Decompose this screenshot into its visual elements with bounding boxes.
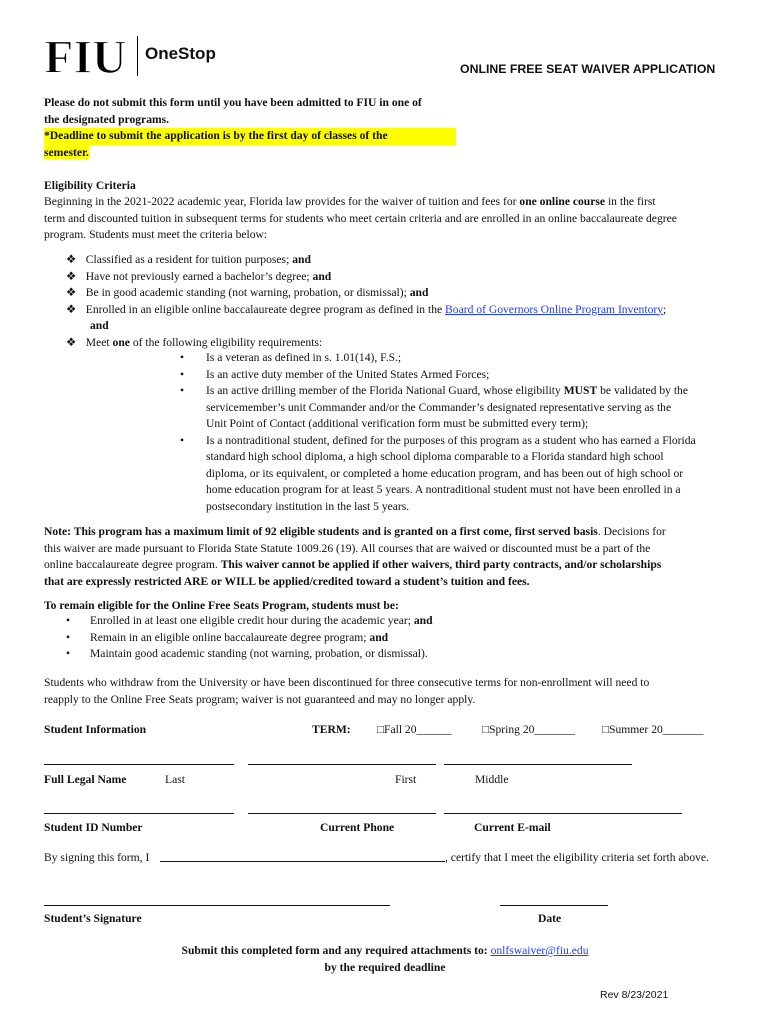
criteria-and: and (312, 269, 332, 283)
last-label: Last (165, 773, 185, 786)
criteria-item (66, 285, 736, 302)
deadline-line-2: semester. (44, 145, 89, 159)
sub-text (206, 383, 688, 433)
remain-and: and (369, 630, 389, 644)
intro-bold: one online course (519, 195, 606, 208)
remain-heading: To remain eligible for the Online Free Seats Program, students must be: (44, 599, 399, 612)
current-phone-label: Current Phone (320, 821, 395, 834)
deadline-line-1: *Deadline to submit the application is by the first day of classes of the (44, 128, 456, 145)
certify-text-a: By signing this form, I (44, 851, 150, 864)
revision-date: Rev 8/23/2021 (600, 989, 669, 1001)
bullet-icon: • (180, 384, 185, 397)
phone-field[interactable] (248, 813, 436, 814)
note-text: . Decisions for (597, 525, 666, 538)
remain-item (66, 613, 666, 630)
bog-inventory-link[interactable]: Board of Governors Online Program Inventory (445, 302, 664, 316)
eligibility-intro (44, 194, 734, 244)
bullet-icon: • (180, 351, 185, 364)
submit-instructions (0, 943, 770, 976)
criteria-item (66, 252, 736, 269)
logo-text: FIU (44, 35, 127, 77)
criteria-text: Classified as a resident for tuition purposes; (85, 253, 293, 266)
bullet-icon: • (180, 433, 185, 447)
sub-item (180, 367, 730, 384)
submit-deadline: by the required deadline (324, 960, 446, 974)
diamond-bullet-icon: ❖ (66, 269, 77, 283)
remain-list (66, 613, 666, 663)
remain-text: Maintain good academic standing (not warning, probation, or dismissal). (90, 647, 428, 660)
current-email-label: Current E-mail (474, 821, 551, 834)
bullet-icon: • (66, 647, 71, 660)
sub-text-line: servicemember’s unit Commander and/or the Commander’s designated representative serving as the (206, 400, 672, 414)
note-bold: Note: This program has a maximum limit of 92 eligible students and is granted on a first come, first served basis (44, 525, 598, 538)
criteria-text: Meet (85, 335, 113, 349)
middle-name-field[interactable] (444, 764, 632, 765)
bullet-icon: • (66, 630, 71, 644)
note-bold-line: that are expressly restricted ARE or WILL be applied/credited toward a student’s tuition and fees. (44, 574, 530, 588)
signature-field[interactable] (44, 905, 390, 906)
intro-line-2: term and discounted tuition in subsequent terms for students who meet certain criteria and are enrolled in an online baccalaureate degree (44, 211, 677, 225)
sub-item (180, 350, 730, 367)
criteria-item (66, 335, 736, 352)
notice-block (44, 95, 474, 161)
remain-text: Enrolled in at least one eligible credit hour during the academic year; (90, 614, 414, 627)
fiu-logo-mark (44, 35, 132, 77)
sub-text-line: postsecondary institution in the last 5 years. (206, 499, 410, 513)
diamond-bullet-icon: ❖ (66, 286, 77, 299)
term-spring-checkbox[interactable]: □Spring 20_______ (482, 723, 575, 736)
term-label: TERM: (312, 723, 351, 736)
full-legal-name-label: Full Legal Name (44, 773, 127, 786)
notice-line-1: Please do not submit this form until you have been admitted to FIU in one of (44, 96, 422, 109)
middle-label: Middle (475, 773, 509, 786)
student-id-label: Student ID Number (44, 821, 143, 834)
diamond-bullet-icon: ❖ (66, 253, 77, 266)
withdraw-line-1: Students who withdraw from the University or have been discontinued for three consecutive terms for non-enrollment will need to (44, 676, 650, 689)
bullet-icon: • (66, 614, 71, 627)
criteria-punct: ; (663, 302, 667, 316)
signature-label: Student’s Signature (44, 912, 142, 925)
intro-line-3: program. Students must meet the criteria below: (44, 228, 268, 241)
eligibility-heading: Eligibility Criteria (44, 179, 136, 192)
sub-text-a: Is an active drilling member of the Florida National Guard, whose eligibility (206, 384, 564, 397)
criteria-text: of the following eligibility requirements: (129, 335, 323, 349)
criteria-item (66, 302, 736, 319)
sub-text-line: standard high school diploma, a high school diploma comparable to a Florida standard high school (206, 450, 664, 463)
student-id-field[interactable] (44, 813, 234, 814)
fiu-logo (44, 35, 132, 77)
sub-criteria-list (180, 350, 730, 515)
bullet-icon: • (180, 367, 185, 381)
certify-text-b: , certify that I meet the eligibility criteria set forth above. (445, 851, 709, 864)
remain-and: and (413, 614, 433, 627)
diamond-bullet-icon: ❖ (66, 335, 77, 349)
criteria-text: Enrolled in an eligible online baccalaureate degree program as defined in the (85, 302, 446, 316)
first-name-field[interactable] (248, 764, 436, 765)
date-label: Date (538, 912, 562, 925)
sub-item (180, 383, 730, 433)
sub-text-line: Unit Point of Contact (additional verification form must be submitted every term); (206, 417, 589, 430)
date-field[interactable] (500, 905, 608, 906)
certify-name-field[interactable] (160, 861, 445, 862)
withdraw-block (44, 675, 744, 708)
withdraw-line-2: reapply to the Online Free Seats program; waiver is not guaranteed and may no longer apply. (44, 692, 476, 706)
diamond-bullet-icon: ❖ (66, 302, 77, 316)
sub-text (206, 433, 696, 516)
intro-text-b: in the first (605, 195, 656, 208)
criteria-and: and (409, 286, 429, 299)
sub-text-line: Is a nontraditional student, defined for the purposes of this program as a student who has earned a Florida (206, 433, 696, 447)
sub-text-line: home education program for at least 5 years. A nontraditional student must not have been enrolled in a (206, 483, 681, 496)
criteria-text: Have not previously earned a bachelor’s degree; (85, 269, 313, 283)
term-summer-checkbox[interactable]: □Summer 20_______ (602, 723, 704, 736)
remain-item (66, 630, 666, 647)
intro-text-a: Beginning in the 2021-2022 academic year, Florida law provides for the waiver of tuition and fees for (44, 195, 520, 208)
sub-text-b: be validated by the (597, 384, 689, 397)
last-name-field[interactable] (44, 764, 234, 765)
student-info-heading: Student Information (44, 723, 147, 736)
sub-text-bold: MUST (563, 384, 598, 397)
remain-text: Remain in an eligible online baccalaureate degree program; (90, 630, 370, 644)
term-fall-checkbox[interactable]: □Fall 20______ (377, 723, 452, 736)
criteria-and: and (90, 319, 109, 332)
note-block (44, 524, 744, 590)
criteria-text: Be in good academic standing (not warning, probation, or dismissal); (85, 286, 410, 299)
email-field[interactable] (444, 813, 682, 814)
notice-line-2: the designated programs. (44, 112, 170, 126)
first-label: First (395, 773, 417, 786)
remain-item (66, 646, 666, 663)
sub-item (180, 433, 730, 516)
note-text: online baccalaureate degree program. (44, 558, 221, 571)
criteria-bold: one (112, 335, 130, 349)
submit-text: Submit this completed form and any required attachments to: (181, 944, 491, 957)
note-bold: This waiver cannot be applied if other waivers, third party contracts, and/or scholarships (220, 558, 662, 571)
brand-name: OneStop (145, 44, 216, 63)
form-title: ONLINE FREE SEAT WAIVER APPLICATION (460, 62, 716, 76)
criteria-item (66, 269, 736, 286)
sub-text-line: diploma, or its equivalent, or completed a home education program, and has been out of high school or (206, 466, 684, 480)
logo-divider (137, 36, 138, 76)
sub-text: Is an active duty member of the United States Armed Forces; (206, 367, 490, 381)
sub-text: Is a veteran as defined in s. 1.01(14), F.S.; (206, 351, 402, 364)
note-line-2: this waiver are made pursuant to Florida State Statute 1009.26 (19). All courses that are waived or discounted must be a part of the (44, 541, 651, 555)
criteria-list (66, 252, 736, 351)
criteria-and: and (292, 253, 311, 266)
waiver-email-link[interactable]: onlfswaiver@fiu.edu (490, 944, 589, 957)
